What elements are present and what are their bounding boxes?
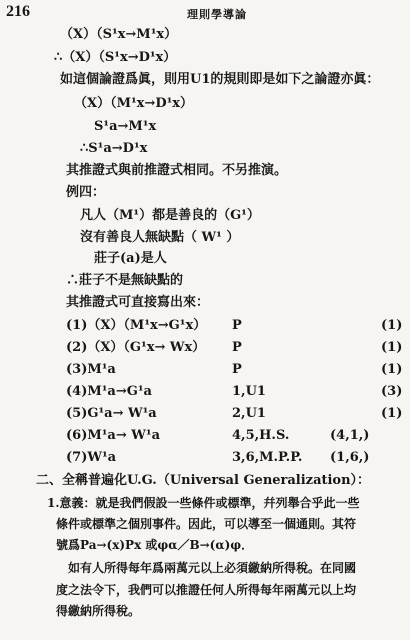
derivation-rule: P (232, 340, 242, 355)
running-title: 理則學導論 (187, 8, 247, 21)
derivation-ref: (3) (381, 384, 403, 399)
body-line: 其推證式與前推證式相同。不另推演。 (66, 163, 288, 178)
derivation-step: (6)M¹a→ W¹a (66, 428, 160, 443)
derivation-rule: 3,6,M.P.P. (232, 450, 303, 465)
derivation-ref: (1) (381, 362, 403, 377)
body-line: （X）（S¹x→M¹x） (60, 27, 178, 42)
derivation-step: (1)（X）（M¹x→G¹x） (66, 318, 207, 333)
body-line: 凡人（M¹）都是善良的（G¹） (80, 208, 260, 223)
body-line: ∴S¹a→D¹x (80, 141, 148, 156)
derivation-step: (2)（X）（G¹x→ Wx） (66, 340, 206, 355)
section-heading: 二、全稱普遍化U.G.（Universal Generalization）： (36, 473, 371, 488)
derivation-step: (7)W¹a (66, 450, 117, 465)
derivation-ref: (1) (381, 318, 403, 333)
derivation-step: (3)M¹a (66, 362, 116, 377)
body-line: 如這個論證爲眞，則用U1的規則即是如下之論證亦眞： (60, 72, 380, 87)
definition-line: 號爲Pa→(x)Px 或φα／B→(α)φ． (56, 538, 254, 552)
body-line: ∴莊子不是無缺點的 (66, 273, 184, 288)
derivation-step: (4)M¹a→G¹a (66, 384, 152, 399)
derivation-step: (5)G¹a→ W¹a (66, 406, 157, 421)
example-line: 度之法令下，我們可以推證任何人所得每年兩萬元以上均 (56, 583, 357, 597)
page-number: 216 (6, 3, 30, 20)
derivation-rule: 2,U1 (232, 406, 266, 421)
body-line: 莊子(a)是人 (94, 251, 167, 266)
derivation-ref: (1) (381, 340, 403, 355)
example-line: 得繳納所得稅。 (56, 604, 141, 618)
derivation-rule: P (232, 362, 242, 377)
body-line: 其推證式可直接寫出來： (66, 295, 210, 310)
derivation-rule: 1,U1 (232, 384, 266, 399)
definition-line: 1.意義：就是我們假設一些條件或標準，幷列舉合乎此一些 (47, 496, 360, 510)
derivation-rule: 4,5,H.S. (232, 428, 290, 443)
body-line: 沒有善良人無缺點（ W¹ ） (80, 230, 240, 245)
derivation-ref: (4,1,) (330, 428, 370, 443)
definition-line: 條件或標準之個別事件。因此，可以導至一個通則。其符 (56, 517, 357, 531)
derivation-ref: (1) (381, 406, 403, 421)
body-line: （X）（M¹x→D¹x） (74, 96, 194, 111)
example-line: 如有人所得每年爲兩萬元以上必須繳納所得稅。在同國 (68, 561, 357, 575)
derivation-ref: (1,6,) (330, 450, 370, 465)
body-line: ∴（X）（S¹x→D¹x） (54, 50, 177, 65)
derivation-rule: P (232, 318, 242, 333)
body-line: 例四： (66, 185, 106, 200)
body-line: S¹a→M¹x (94, 119, 157, 134)
